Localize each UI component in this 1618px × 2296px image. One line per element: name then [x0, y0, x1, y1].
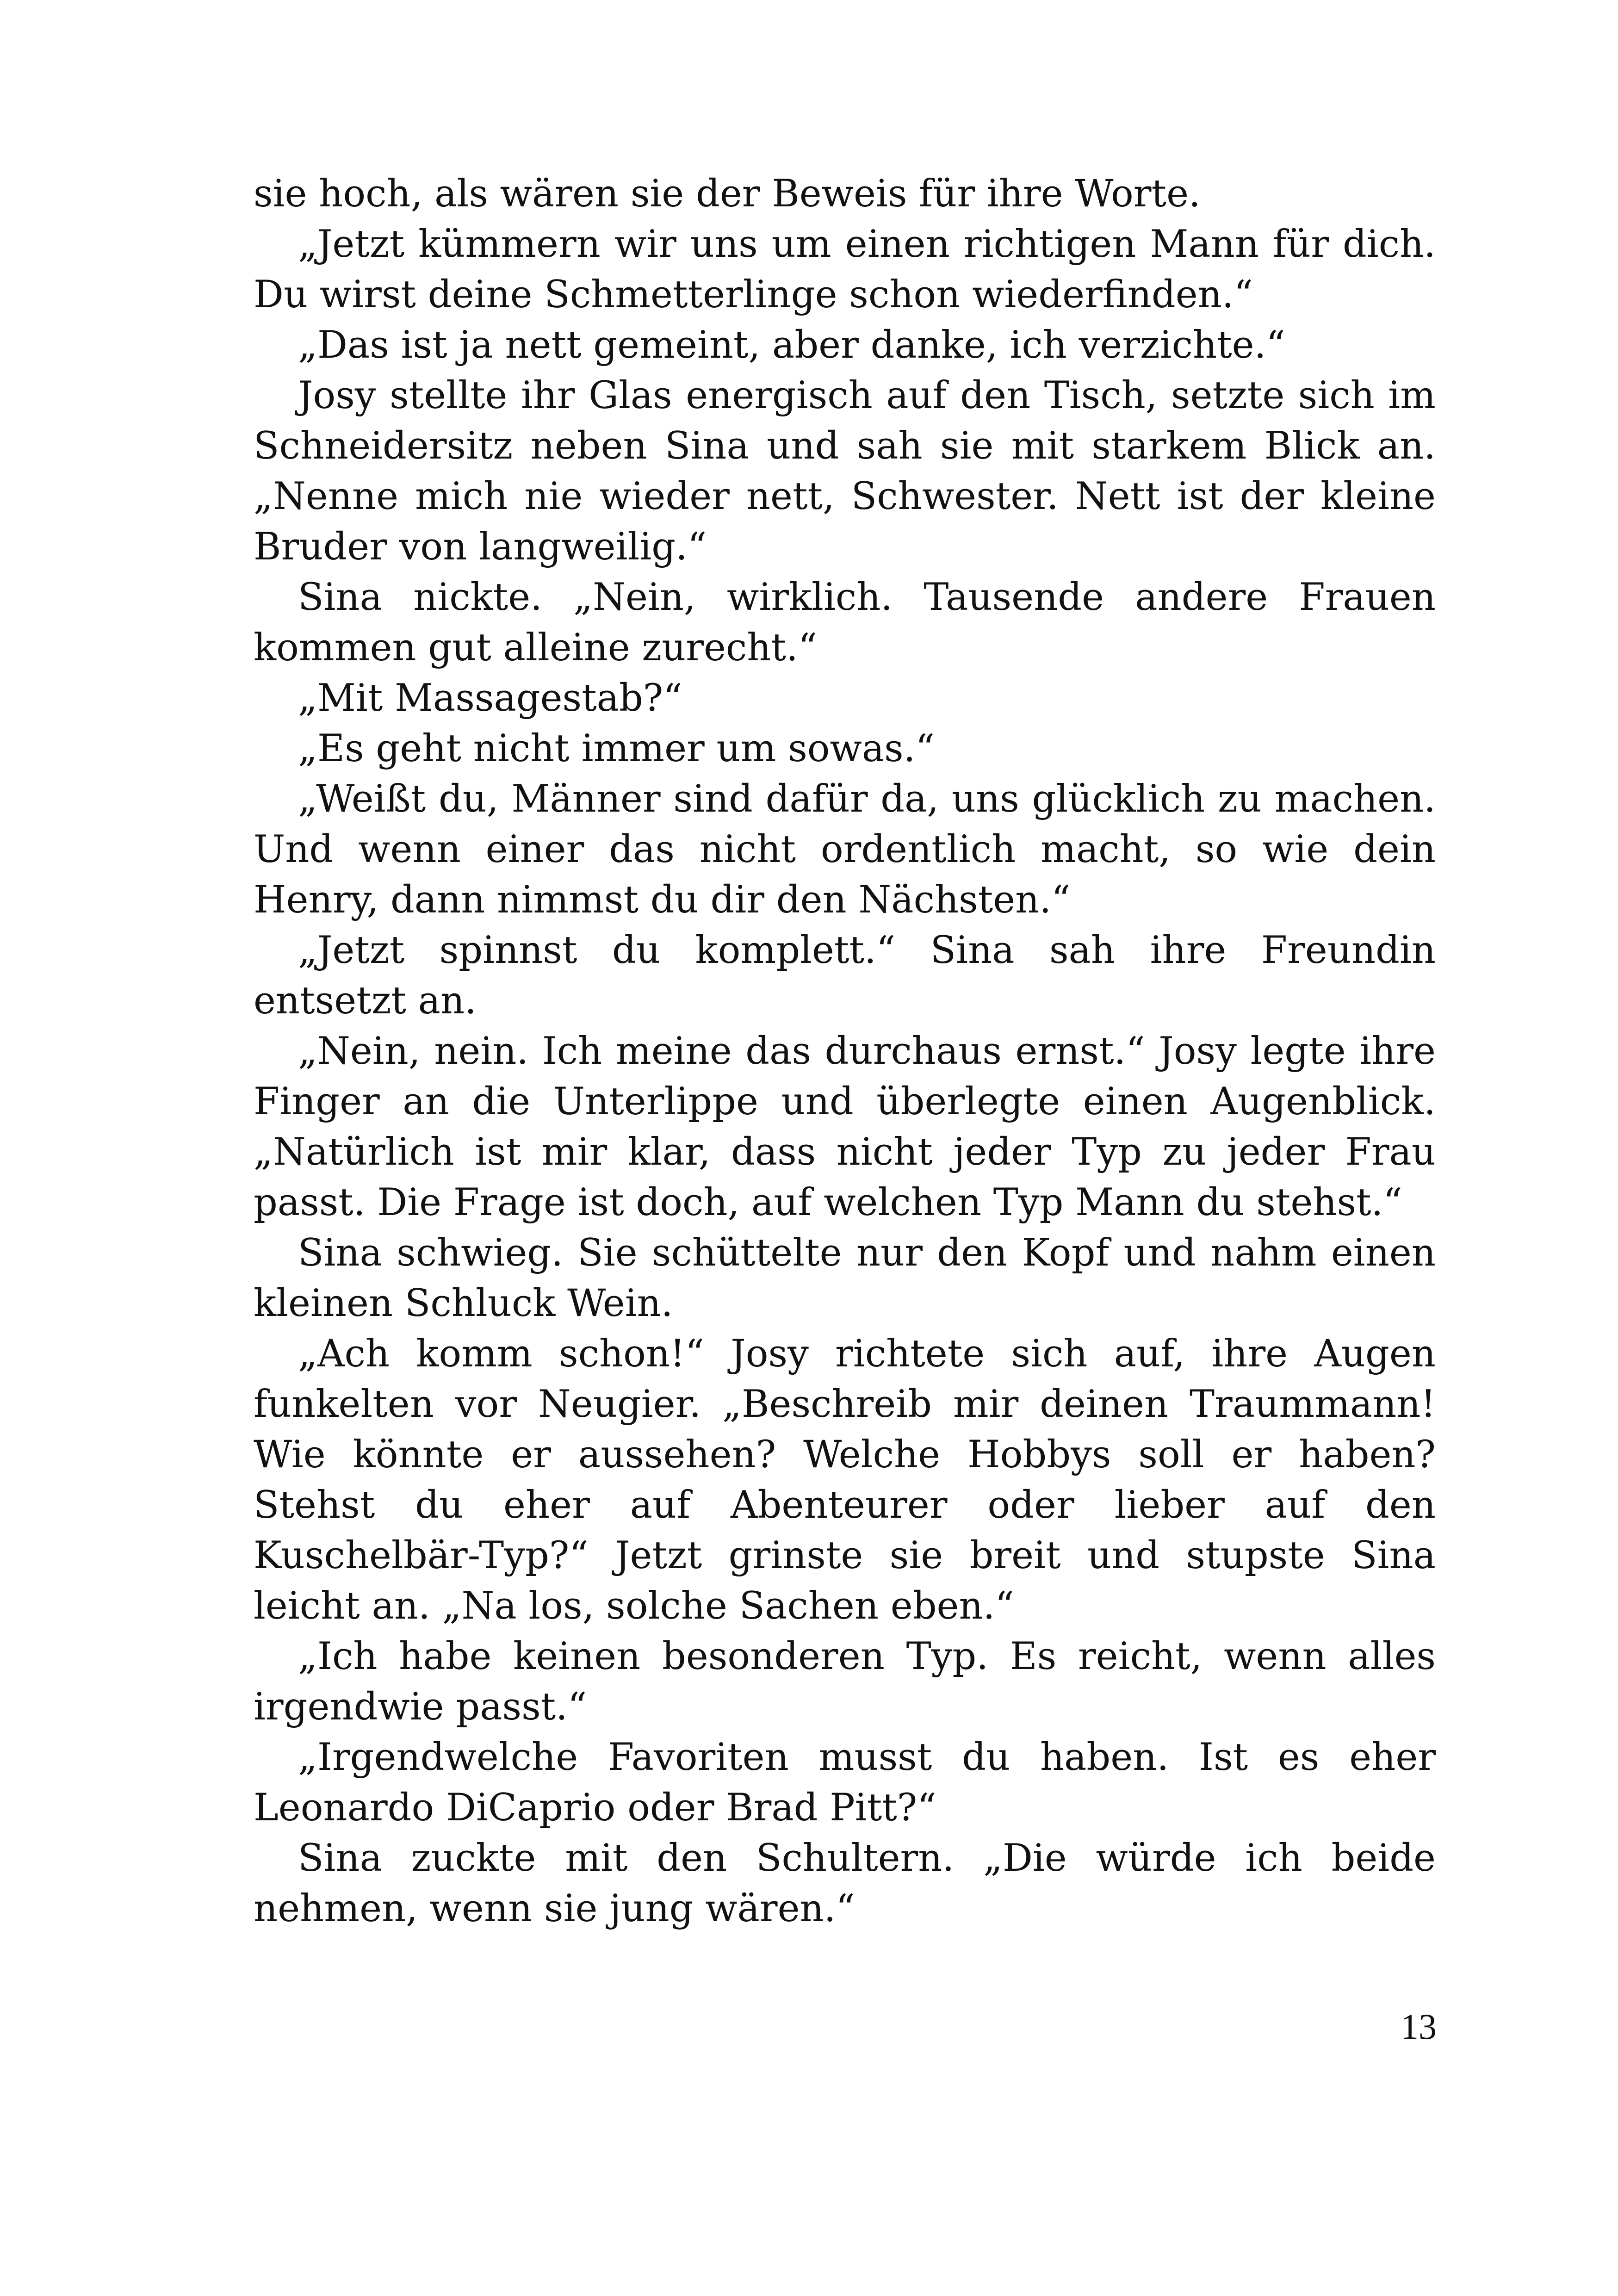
paragraph: Sina schwieg. Sie schüttelte nur den Kopf und nahm einen kleinen Schluck Wein.: [254, 1231, 1436, 1325]
paragraph: „Es geht nicht immer um sowas.“: [298, 727, 935, 770]
paragraph: „Jetzt kümmern wir uns um einen richtigen Mann für dich. Du wirst deine Schmetterlinge schon wiederfinden.“: [254, 223, 1436, 316]
body-text: [254, 169, 1436, 1934]
page-number: 13: [1401, 2006, 1437, 2047]
paragraph: sie hoch, als wären sie der Beweis für ihre Worte.: [254, 172, 1201, 216]
paragraph: „Weißt du, Männer sind dafür da, uns glücklich zu machen. Und wenn einer das nicht ordentlich macht, so wie dein Henry, dann nimmst du dir den Nächsten.“: [254, 777, 1436, 922]
paragraph: Josy stellte ihr Glas energisch auf den Tisch, setzte sich im Schneidersitz neben Sina und sah sie mit starkem Blick an. „Nenne mich nie wieder nett, Schwester. Nett ist der kleine Bruder von langweilig.“: [254, 374, 1436, 569]
paragraph: „Das ist ja nett gemeint, aber danke, ich verzichte.“: [298, 323, 1285, 367]
paragraph: „Ach komm schon!“ Josy richtete sich auf, ihre Augen funkelten vor Neugier. „Beschreib mir deinen Traummann! Wie könnte er aussehen? Welche Hobbys soll er haben? Stehst du eher auf Abenteurer oder lieber auf den Kuschelbär-Typ?“ Jetzt grinste sie breit und stupste Sina leicht an. „Na los, solche Sachen eben.“: [254, 1332, 1436, 1628]
paragraph: Sina zuckte mit den Schultern. „Die würde ich beide nehmen, wenn sie jung wären.“: [254, 1837, 1436, 1930]
paragraph: Sina nickte. „Nein, wirklich. Tausende andere Frauen kommen gut alleine zurecht.“: [254, 576, 1436, 670]
paragraph: „Ich habe keinen besonderen Typ. Es reicht, wenn alles irgendwie passt.“: [254, 1635, 1436, 1729]
paragraph: „Mit Massagestab?“: [298, 676, 682, 720]
paragraph: „Irgendwelche Favoriten musst du haben. Ist es eher Leonardo DiCaprio oder Brad Pitt?“: [254, 1736, 1436, 1830]
paragraph: „Jetzt spinnst du komplett.“ Sina sah ihre Freundin entsetzt an.: [254, 929, 1436, 1023]
paragraph: „Nein, nein. Ich meine das durchaus ernst.“ Josy legte ihre Finger an die Unterlippe und überlegte einen Augenblick. „Natürlich ist mir klar, dass nicht jeder Typ zu jeder Frau passt. Die Frage ist doch, auf welchen Typ Mann du stehst.“: [254, 1030, 1436, 1224]
